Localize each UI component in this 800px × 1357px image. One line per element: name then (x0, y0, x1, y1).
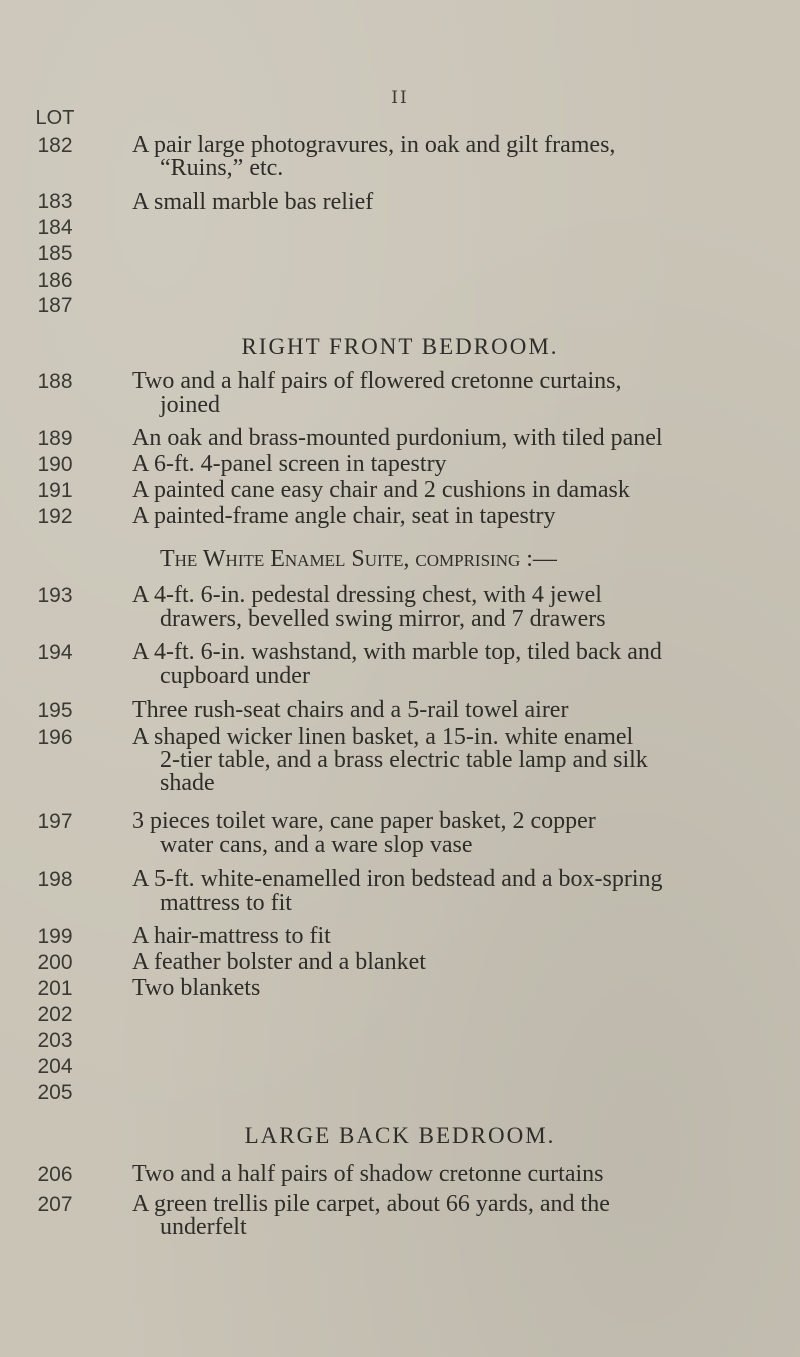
page-number: II (391, 88, 409, 108)
lot-number: 185 (37, 242, 73, 265)
lot-number: 188 (37, 370, 73, 393)
lot-description: Two and a half pairs of flowered cretonne curtains, (132, 368, 622, 394)
lot-number: 190 (37, 453, 73, 476)
lot-description-continued: 2-tier table, and a brass electric table lamp and silk (160, 747, 648, 773)
lot-number: 197 (37, 810, 73, 833)
lot-number: 196 (37, 726, 73, 749)
lot-description: 3 pieces toilet ware, cane paper basket, 2 copper (132, 808, 596, 834)
lot-number: 183 (37, 190, 73, 213)
lot-description: An oak and brass-mounted purdonium, with tiled panel (132, 425, 663, 451)
lot-description-continued: cupboard under (160, 663, 310, 689)
lot-number: 204 (37, 1055, 73, 1078)
lot-number: 186 (37, 269, 73, 292)
lot-description: A painted cane easy chair and 2 cushions in damask (132, 477, 630, 503)
lot-description: A shaped wicker linen basket, a 15-in. white enamel (132, 724, 634, 750)
lot-number: 182 (37, 134, 73, 157)
lot-description: A 5-ft. white-enamelled iron bedstead and a box-spring (132, 866, 663, 892)
lot-description: A green trellis pile carpet, about 66 yards, and the (132, 1191, 610, 1217)
lot-number: 195 (37, 699, 73, 722)
lot-description: A feather bolster and a blanket (132, 949, 426, 975)
lot-description-continued: drawers, bevelled swing mirror, and 7 drawers (160, 606, 606, 632)
lot-description: A pair large photogravures, in oak and gilt frames, (132, 132, 616, 158)
lot-number: 187 (37, 294, 73, 317)
lot-number: 203 (37, 1029, 73, 1052)
section-title: RIGHT FRONT BEDROOM. (241, 334, 559, 359)
lot-description: Two blankets (132, 975, 261, 1001)
lot-number: 194 (37, 641, 73, 664)
lot-description-continued: “Ruins,” etc. (160, 155, 284, 181)
lot-number: 207 (37, 1193, 73, 1216)
lot-description: Three rush-seat chairs and a 5-rail towel airer (132, 697, 569, 723)
lot-description: Two and a half pairs of shadow cretonne curtains (132, 1161, 604, 1187)
lot-description: A 4-ft. 6-in. washstand, with marble top, tiled back and (132, 639, 662, 665)
lot-description-continued: shade (160, 770, 215, 796)
lot-description: A 6-ft. 4-panel screen in tapestry (132, 451, 447, 477)
lot-description: A hair-mattress to fit (132, 923, 331, 949)
lot-description-continued: joined (160, 392, 220, 418)
lot-column-header: LOT (35, 107, 75, 129)
lot-number: 201 (37, 977, 73, 1000)
lot-description-continued: water cans, and a ware slop vase (160, 832, 473, 858)
lot-number: 198 (37, 868, 73, 891)
lot-number: 189 (37, 427, 73, 450)
lot-number: 199 (37, 925, 73, 948)
lot-number: 192 (37, 505, 73, 528)
lot-description-continued: underfelt (160, 1214, 247, 1240)
lot-number: 200 (37, 951, 73, 974)
lot-description: A small marble bas relief (132, 189, 374, 215)
section-title: LARGE BACK BEDROOM. (244, 1123, 556, 1148)
suite-heading: The White Enamel Suite, comprising :— (160, 546, 557, 572)
lot-number: 193 (37, 584, 73, 607)
lot-number: 184 (37, 216, 73, 239)
lot-description: A 4-ft. 6-in. pedestal dressing chest, with 4 jewel (132, 582, 602, 608)
lot-description: A painted-frame angle chair, seat in tapestry (132, 503, 556, 529)
lot-number: 205 (37, 1081, 73, 1104)
lot-number: 191 (37, 479, 73, 502)
lot-number: 206 (37, 1163, 73, 1186)
lot-description-continued: mattress to fit (160, 890, 292, 916)
lot-number: 202 (37, 1003, 73, 1026)
